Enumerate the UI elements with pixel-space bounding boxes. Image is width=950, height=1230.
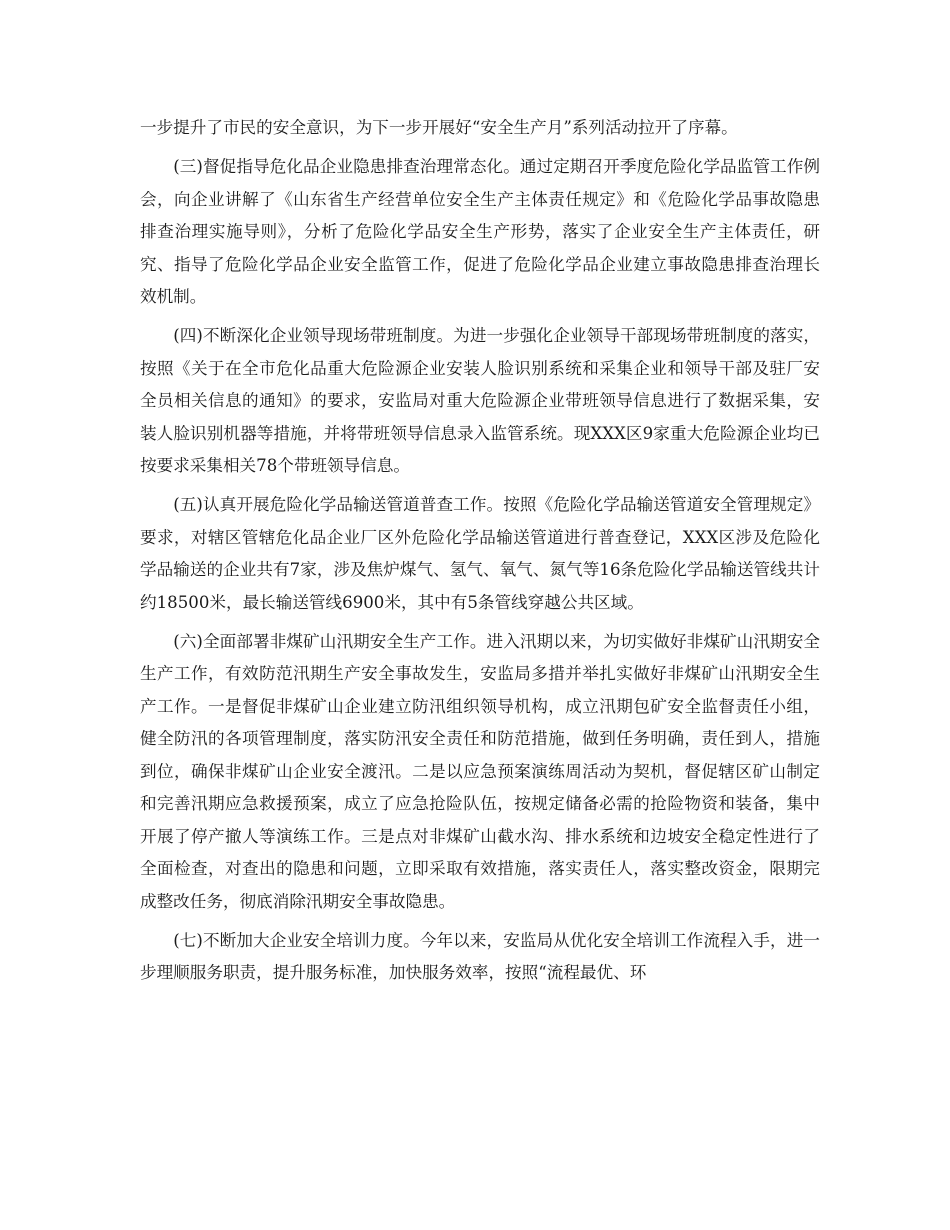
- paragraph-section-3: (三)督促指导危化品企业隐患排查治理常态化。通过定期召开季度危险化学品监管工作例会，向企业讲解了《山东省生产经营单位安全生产主体责任规定》和《危险化学品事故隐患排查治理实施导则》，分析了危险化学品安全生产形势，落实了企业安全生产主体责任，研究、指导了危险化学品企业安全监管工作，促进了危险化学品企业建立事故隐患排查治理长效机制。: [140, 157, 820, 306]
- paragraph-section-5: (五)认真开展危险化学品输送管道普查工作。按照《危险化学品输送管道安全管理规定》要求，对辖区管辖危化品企业厂区外危险化学品输送管道进行普查登记，XXX区涉及危险化学品输送的企业共有7家，涉及焦炉煤气、氢气、氧气、氮气等16条危险化学品输送管线共计约18500米，最长输送管线6900米，其中有5条管线穿越公共区域。: [140, 495, 820, 612]
- paragraph-continuation: 一步提升了市民的安全意识，为下一步开展好“安全生产月”系列活动拉开了序幕。: [140, 118, 738, 137]
- document-body: [140, 112, 820, 990]
- paragraph-section-7: (七)不断加大企业安全培训力度。今年以来，安监局从优化安全培训工作流程入手，进一步理顺服务职责，提升服务标准，加快服务效率，按照“流程最优、环: [140, 930, 820, 982]
- paragraph-section-6: (六)全面部署非煤矿山汛期安全生产工作。进入汛期以来，为切实做好非煤矿山汛期安全生产工作，有效防范汛期生产安全事故发生，安监局多措并举扎实做好非煤矿山汛期安全生产工作。一是督促非煤矿山企业建立防汛组织领导机构，成立汛期包矿安全监督责任小组，健全防汛的各项管理制度，落实防汛安全责任和防范措施，做到任务明确，责任到人，措施到位，确保非煤矿山企业安全渡汛。二是以应急预案演练周活动为契机，督促辖区矿山制定和完善汛期应急救援预案，成立了应急抢险队伍，按规定储备必需的抢险物资和装备，集中开展了停产撤人等演练工作。三是点对非煤矿山截水沟、排水系统和边坡安全稳定性进行了全面检查，对查出的隐患和问题，立即采取有效措施，落实责任人，落实整改资金，限期完成整改任务，彻底消除汛期安全事故隐患。: [140, 631, 820, 911]
- paragraph-section-4: (四)不断深化企业领导现场带班制度。为进一步强化企业领导干部现场带班制度的落实，按照《关于在全市危化品重大危险源企业安装人脸识别系统和采集企业和领导干部及驻厂安全员相关信息的通知》的要求，安监局对重大危险源企业带班领导信息进行了数据采集，安装人脸识别机器等措施，并将带班领导信息录入监管系统。现XXX区9家重大危险源企业均已按要求采集相关78个带班领导信息。: [140, 326, 820, 475]
